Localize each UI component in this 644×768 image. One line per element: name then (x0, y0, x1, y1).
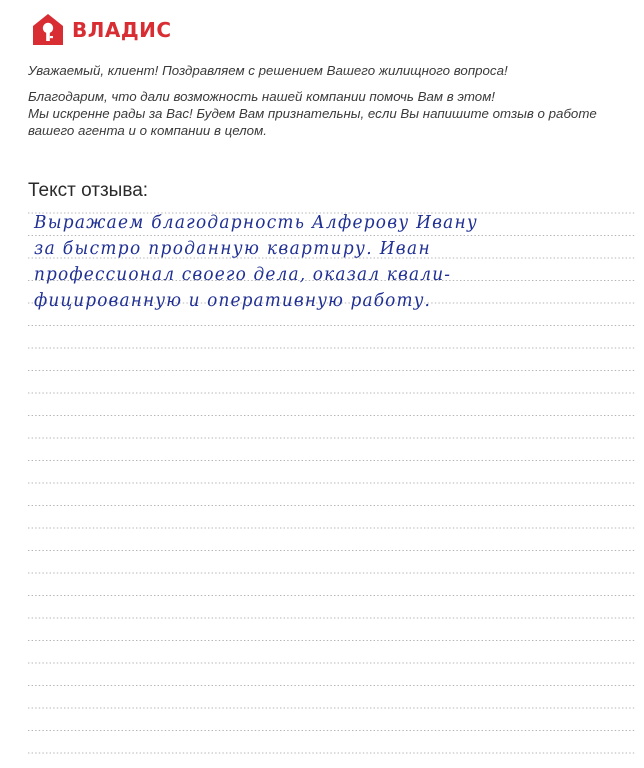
review-line: Выражаем благодарность Алферову Ивану (34, 213, 479, 233)
review-line: профессионал своего дела, оказал квали- (34, 265, 452, 285)
brand-name: ВЛАДИС (72, 18, 172, 42)
intro-text (28, 62, 618, 148)
review-line: фицированную и оперативную работу. (34, 291, 432, 311)
brand-logo (30, 10, 172, 50)
greeting-text: Уважаемый, клиент! Поздравляем с решением Вашего жилищного вопроса! (28, 63, 508, 78)
review-title: Текст отзыва: (28, 180, 149, 201)
house-key-icon (30, 12, 66, 48)
thanks-text: Благодарим, что дали возможность нашей компании помочь Вам в этом! Мы искренне рады за Вас! Будем Вам признательны, если Вы напишите отзыв о работе вашего агента и о компании в целом. (28, 89, 597, 138)
review-handwritten-text (34, 210, 634, 314)
review-line: за быстро проданную квартиру. Иван (34, 239, 431, 259)
